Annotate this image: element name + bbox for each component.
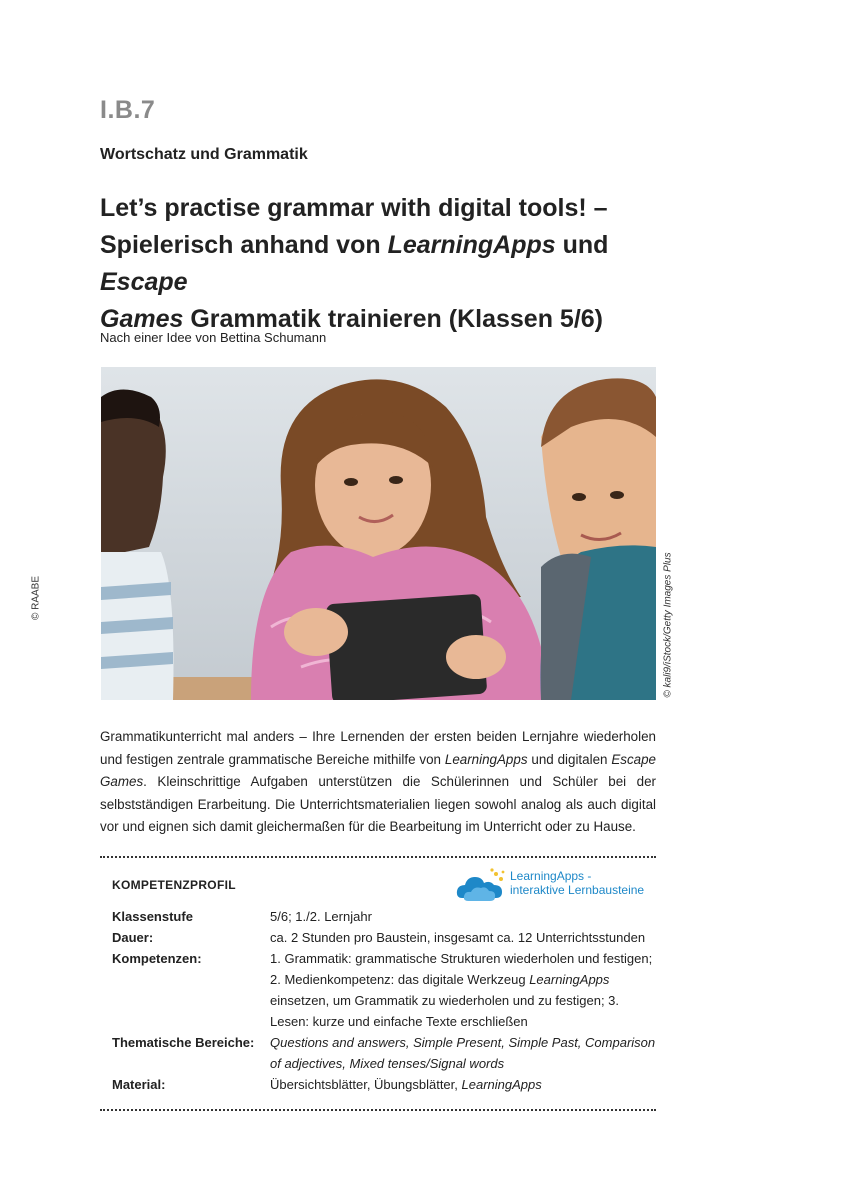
intro-text: und digitalen xyxy=(527,751,612,767)
title-italic: Games xyxy=(100,305,184,333)
row-value: Questions and answers, Simple Present, Simple Past, Comparison of adjectives, Mixed tenses/Signal words xyxy=(270,1035,656,1071)
row-thematische-bereiche xyxy=(112,1032,656,1074)
author-byline: Nach einer Idee von Bettina Schumann xyxy=(100,330,327,345)
logo-line-1: LearningApps - xyxy=(510,869,592,883)
section-code: I.B.7 xyxy=(100,96,156,124)
row-dauer xyxy=(112,927,656,948)
intro-text: . Kleinschrittige Aufgaben unterstützen die Schülerinnen und Schüler bei der selbstständigen Erarbeitung. Die Unterrichtsmaterialien liegen sowohl analog als auch digital vor und eignen sich damit gleichermaßen für die Bearbeitung im Unterricht oder zu Hause. xyxy=(100,774,656,834)
title-italic: LearningApps xyxy=(387,231,556,259)
row-value: ca. 2 Stunden pro Baustein, insgesamt ca. 12 Unterrichtsstunden xyxy=(270,930,646,945)
intro-paragraph xyxy=(100,726,656,839)
title-line-1: Let’s practise grammar with digital tools! – xyxy=(100,194,608,222)
intro-italic: LearningApps xyxy=(444,751,528,767)
row-value: 5/6; 1./2. Lernjahr xyxy=(270,909,372,924)
row-klassenstufe xyxy=(112,906,656,927)
divider-top xyxy=(100,856,656,858)
photo-credit: © kali9/iStock/Getty Images Plus xyxy=(662,552,674,698)
intro-text: Grammatikunterricht mal anders – Ihre Lernenden der ersten beiden Lernjahre wiederholen und festigen zentrale grammatische Bereiche mithilfe von xyxy=(100,729,656,767)
logo-line-2: interaktive Lernbausteine xyxy=(510,883,645,897)
kompetenzprofil-table xyxy=(112,906,656,1095)
value-text: einsetzen, um Grammatik zu wiederholen und zu festigen; 3. Lesen: kurze und einfache Texte erschließen xyxy=(270,993,620,1029)
cloud-icon xyxy=(456,868,508,904)
intro-italic: Escape Games xyxy=(100,751,656,789)
title-text: Grammatik trainieren (Klassen 5/6) xyxy=(183,305,604,333)
category-heading: Wortschatz und Grammatik xyxy=(100,146,308,163)
row-kompetenzen xyxy=(112,948,656,1032)
row-label: Thematische Bereiche: xyxy=(112,1035,255,1050)
row-value xyxy=(270,1074,656,1095)
title-text: Spielerisch anhand von xyxy=(100,231,388,259)
title-text: und xyxy=(555,231,609,259)
row-label: Kompetenzen: xyxy=(112,951,202,966)
children-with-tablet-photo xyxy=(101,367,656,700)
value-text: 1. Grammatik: grammatische Strukturen wiederholen und festigen; 2. Medienkompetenz: das digitale Werkzeug xyxy=(270,951,653,987)
divider-bottom xyxy=(100,1109,656,1111)
title-italic: Escape xyxy=(100,268,188,296)
publisher-copyright: © RAABE xyxy=(30,575,42,621)
row-value xyxy=(270,948,656,1032)
value-text: Übersichtsblätter, Übungsblätter, xyxy=(270,1077,462,1092)
row-label: Klassenstufe xyxy=(112,909,193,924)
page-title xyxy=(100,190,660,338)
value-italic: LearningApps xyxy=(461,1077,542,1092)
learningapps-logo-text xyxy=(510,869,644,897)
row-label: Material: xyxy=(112,1077,166,1092)
row-label: Dauer: xyxy=(112,930,154,945)
row-material xyxy=(112,1074,656,1095)
learningapps-logo xyxy=(456,866,656,906)
kompetenzprofil-heading: KOMPETENZPROFIL xyxy=(112,878,236,892)
value-italic: LearningApps xyxy=(529,972,610,987)
